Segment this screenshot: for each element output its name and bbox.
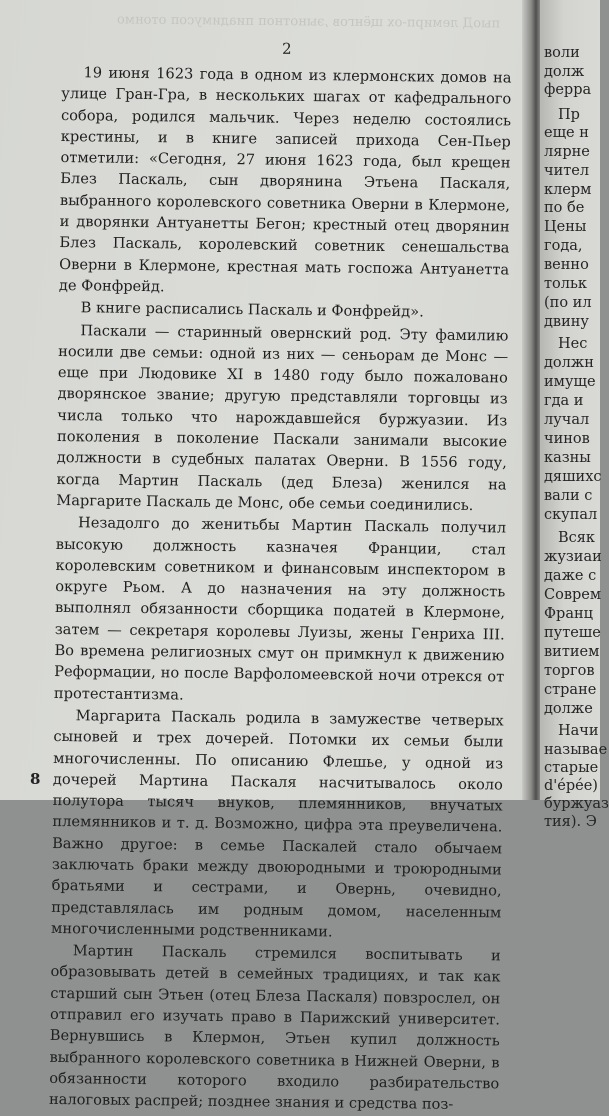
facing-page-line: чинов: [544, 431, 590, 447]
facing-page-line: буржуаз: [544, 796, 609, 812]
facing-page-line: торгов: [544, 663, 595, 679]
facing-page-line: гда и: [544, 393, 584, 409]
facing-page: [540, 0, 609, 830]
paragraph: 19 июня 1623 года в одном из клермонских домов на улице Гран-Гра, в нескольких шагах от кафедрального собора, родился мальчик. Через неделю состоялись крестины, и в книге записей прихода Сен-Пьер отметили: «Сегодня, 27 июня 1623 года, был крещен Блез Паскаль, сын дворянина Этьена Паскаля, выбранного королевского советника Оверни в Клермоне, и дворянки Антуанетты Бегон; крестный отец дворянин Блез Паскаль, королевский советник сенешальства Оверни в Клермоне, крестная мать госпожа Антуанетта де Фонфрейд.: [58, 64, 512, 296]
facing-page-line: даже с: [544, 568, 597, 584]
facing-page-line: Нес: [558, 336, 588, 352]
paragraph: Мартин Паскаль стремился воспитывать и образовывать детей в семейных традициях, и так как старший сын Этьен (отец Блеза Паскаля) повзрослел, он отправил его изучать право в Парижский университет. Вернувшись в Клермон, Этьен купил должность выбранного королевского советника в Нижней Оверни, в обязанности которого входило разбирательство налоговых распрей; позднее знания и средства поз-: [48, 942, 501, 1114]
facing-page-line: венно: [544, 257, 589, 273]
facing-page-line: года,: [544, 238, 583, 254]
facing-page-line: клерм: [544, 182, 592, 198]
facing-page-line: (по ил: [544, 295, 592, 311]
facing-page-line: Пр: [558, 107, 580, 123]
facing-page-line: скупал: [544, 507, 598, 523]
facing-page-line: Франц: [544, 606, 593, 622]
facing-page-line: Соврем: [544, 587, 602, 603]
page-number-bottom: 8: [30, 770, 41, 788]
facing-page-line: лярне: [544, 144, 590, 160]
facing-page-line: двину: [544, 314, 589, 330]
facing-page-line: чител: [544, 163, 590, 179]
page-number-top: 2: [281, 39, 292, 58]
facing-page-line: d'épée): [544, 778, 598, 794]
facing-page-line: Начи: [558, 723, 599, 739]
facing-page-line: стране: [544, 682, 597, 698]
facing-page-line: имуще: [544, 374, 596, 390]
paragraph: Незадолго до женитьбы Мартин Паскаль получил высокую должность казначея Франции, стал королевским советником и финансовым инспектором в округе Рьом. А до назначения на эту должность выполнял обязанности сборщика податей в Клермоне, затем — секретаря королевы Луизы, жены Генриха III. Во времена религиозных смут он примкнул к движению Реформации, но после Варфоломеевской ночи отрекся от протестантизма.: [53, 514, 507, 704]
facing-page-line: жузиаи: [544, 549, 602, 565]
paragraph: Маргарита Паскаль родила в замужестве четверых сыновей и трех дочерей. Потомки их семьи были многочисленны. По описанию Флешье, у одной из дочерей Мартина Паскаля насчитывалось около полутора тысяч внуков, племянников, внучатых племянников и т. д. Возможно, цифра эта преувеличена. Важно другое: в семье Паскалей стало обычаем заключать браки между двоюродными и троюродными братьями и сестрами, и Овернь, очевидно, представлялась им родным домом, населенным многочисленными родственниками.: [50, 707, 504, 941]
facing-page-line: по бе: [544, 200, 585, 216]
facing-page-line: называе: [544, 742, 608, 758]
facing-page-line: Цены: [544, 219, 587, 235]
facing-page-line: должн: [544, 355, 594, 371]
facing-page-line: тия). Э: [544, 814, 597, 830]
book-gutter: [522, 0, 542, 800]
facing-page-line: воли: [544, 45, 580, 61]
facing-page-line: путеше: [544, 625, 601, 641]
facing-page-line: долже: [544, 701, 593, 717]
facing-page-line: еще н: [544, 125, 589, 141]
facing-page-line: вали с: [544, 488, 593, 504]
paragraph: В книге расписались Паскаль и Фонфрейд».: [80, 299, 424, 321]
facing-page-line: дяшихс: [544, 469, 602, 485]
facing-page-line: лучал: [544, 412, 590, 428]
bleed-through-text: пыоД лемирп-ох щёнгов ,эынотноп пиадимусоп отонмо: [116, 12, 501, 32]
facing-page-line: старые: [544, 760, 599, 776]
facing-page-line: ферра: [544, 82, 592, 98]
paragraph: Паскали — старинный овернский род. Эту фамилию носили две семьи: одной из них — сеньорам де Монс — еще при Людовике XI в 1480 году было пожаловано дворянское звание; другую представляли торговцы из числа только что нарождавшейся буржуазии. Из поколения в поколение Паскали занимали высокие должности в судебных палатах Оверни. В 1556 году, когда Мартин Паскаль (дед Блеза) женился на Маргарите Паскаль де Монс, обе семьи соединились.: [56, 321, 509, 514]
facing-page-line: долж: [544, 64, 585, 80]
facing-page-line: казны: [544, 450, 591, 466]
facing-page-line: Всяк: [558, 530, 595, 546]
facing-page-line: витием: [544, 644, 600, 660]
text-column: [49, 36, 512, 1116]
facing-page-line: тольк: [544, 276, 587, 292]
